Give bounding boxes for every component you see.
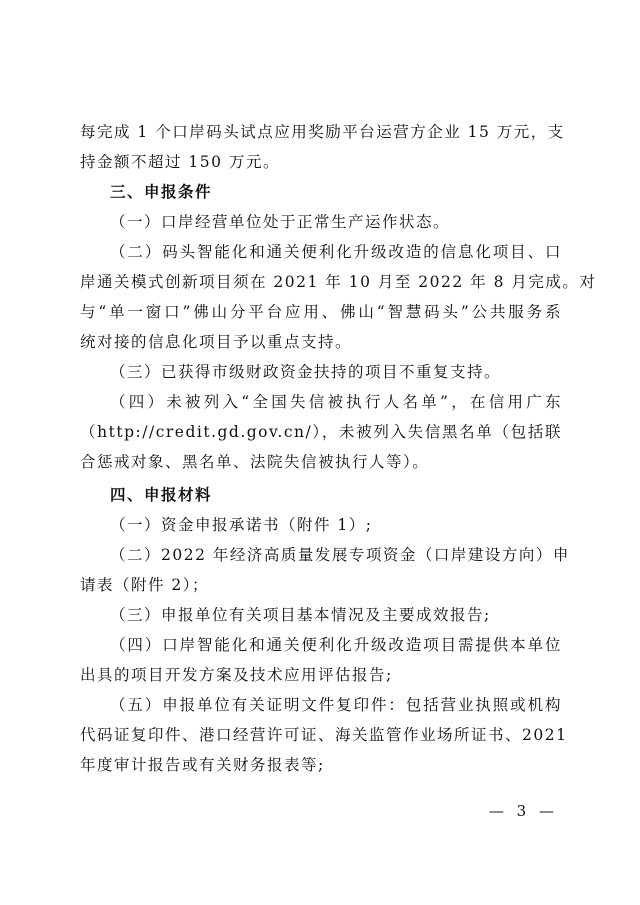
body-text-line: （二）2022 年经济高质量发展专项资金（口岸建设方向）申	[110, 546, 570, 564]
section-heading-materials: 四、申报材料	[110, 486, 213, 504]
body-text-line: （一）口岸经营单位处于正常生产运作状态。	[110, 213, 451, 231]
body-text-line: 代码证复印件、港口经营许可证、海关监管作业场所证书、2021	[80, 726, 568, 744]
body-text-line: 统对接的信息化项目予以重点支持。	[80, 333, 353, 351]
body-text-line: （三）已获得市级财政资金扶持的项目不重复支持。	[110, 363, 502, 381]
body-text-line: 岸通关模式创新项目须在 2021 年 10 月至 2022 年 8 月完成。对	[80, 273, 597, 291]
body-text-line: （五）申报单位有关证明文件复印件：包括营业执照或机构	[110, 696, 562, 714]
body-text-line: （一）资金申报承诺书（附件 1）;	[110, 516, 373, 534]
body-text-line: （四）口岸智能化和通关便利化升级改造项目需提供本单位	[110, 636, 562, 654]
body-text-line: （二）码头智能化和通关便利化升级改造的信息化项目、口	[110, 243, 562, 261]
body-text-line: （四）未被列入“全国失信被执行人名单”，在信用广东	[110, 393, 562, 411]
body-text-line: 与“单一窗口”佛山分平台应用、佛山“智慧码头”公共服务系	[80, 303, 562, 321]
page-number: — 3 —	[488, 802, 558, 820]
body-text-line: 持金额不超过 150 万元。	[80, 153, 280, 171]
body-text-line: 出具的项目开发方案及技术应用评估报告;	[80, 666, 393, 684]
body-text-line: 请表（附件 2）；	[80, 576, 210, 594]
section-heading-conditions: 三、申报条件	[110, 183, 213, 201]
body-text-line-url: （http://credit.gd.gov.cn/），未被列入失信黑名单（包括联	[80, 423, 562, 441]
body-text-line: 年度审计报告或有关财务报表等;	[80, 756, 325, 774]
body-text-line: 合惩戒对象、黑名单、法院失信被执行人等）。	[80, 453, 430, 471]
body-text-line: 每完成 1 个口岸码头试点应用奖励平台运营方企业 15 万元，支	[80, 123, 565, 141]
body-text-line: （三）申报单位有关项目基本情况及主要成效报告;	[110, 606, 491, 624]
